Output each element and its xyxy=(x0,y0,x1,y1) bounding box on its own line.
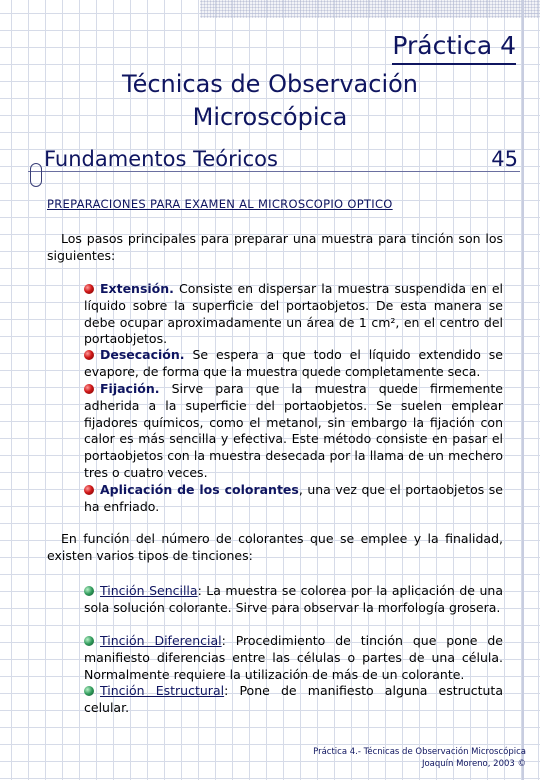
page-title-line-2: Microscópica xyxy=(192,103,348,131)
green-bullet-icon xyxy=(84,586,94,596)
item-term: Tinción Sencilla xyxy=(100,583,198,598)
footer-line-1: Práctica 4.- Técnicas de Observación Microscópica xyxy=(313,747,526,757)
list-item-fijacion xyxy=(84,381,503,482)
item-text: Consiste en dispersar la muestra suspendida en el líquido sobre la superficie del portaobjetos. De esta manera se debe ocupar aproximadamente un área de 1 cm², en el centro del portaobjetos. xyxy=(84,281,503,347)
red-bullet-icon xyxy=(84,284,94,294)
list-item-tincion-estructural xyxy=(84,683,503,717)
list-item-tincion-diferencial xyxy=(84,633,503,683)
tinciones-intro-paragraph: En función del número de colorantes que se emplee y la finalidad, existen varios tipos de tinciones: xyxy=(47,531,503,563)
item-term: Fijación. xyxy=(100,381,160,396)
red-bullet-icon xyxy=(84,485,94,495)
list-item-colorantes xyxy=(84,482,503,516)
content-heading: PREPARACIONES PARA EXAMEN AL MICROSCOPIO OPTICO xyxy=(47,197,393,211)
section-title: Fundamentos Teóricos xyxy=(44,147,278,171)
intro-paragraph: Los pasos principales para preparar una muestra para tinción son los siguientes: xyxy=(47,231,503,263)
item-term: Aplicación de los colorantes xyxy=(100,482,299,497)
item-term: Tinción Diferencial xyxy=(100,633,222,648)
item-text: Sirve para que la muestra quede firmemente adherida a la superficie del portaobjetos. Se suelen emplear fijadores químicos, como el metanol, sin embargo la fijación con calor es más sencilla y efectiva. Este método consiste en pasar el portaobjetos con la muestra desecada por la llama de un mechero tres o cuatro veces. xyxy=(84,381,503,480)
item-term: Desecación. xyxy=(100,347,185,362)
decorative-dot-pattern xyxy=(200,0,540,18)
item-term: Extensión. xyxy=(100,281,174,296)
margin-clip-icon xyxy=(30,163,42,187)
footer-line-2: Joaquín Moreno, 2003 © xyxy=(421,759,526,769)
green-bullet-icon xyxy=(84,686,94,696)
item-text: : Procedimiento de tinción que pone de manifiesto diferencias entre las células o partes de una célula. Normalmente requiere la utilización de más de un colorante. xyxy=(84,633,503,682)
practice-label: Práctica 4 xyxy=(392,30,516,65)
list-item-desecacion xyxy=(84,347,503,381)
item-text: Se espera a que todo el líquido extendido se evapore, de forma que la muestra quede completamente seca. xyxy=(84,347,503,379)
page-number: 45 xyxy=(491,147,518,171)
list-item-tincion-sencilla xyxy=(84,583,503,617)
item-text: : Pone de manifiesto alguna estructuta celular. xyxy=(84,683,503,715)
green-bullet-icon xyxy=(84,636,94,646)
list-item-extension xyxy=(84,281,503,348)
page-title-line-1: Técnicas de Observación xyxy=(121,70,418,98)
red-bullet-icon xyxy=(84,350,94,360)
item-text: : La muestra se colorea por la aplicación de una sola solución colorante. Sirve para observar la morfología grosera. xyxy=(84,583,503,615)
red-bullet-icon xyxy=(84,384,94,394)
item-text: , una vez que el portaobjetos se ha enfriado. xyxy=(84,482,503,514)
item-term: Tinción Estructural xyxy=(100,683,225,698)
